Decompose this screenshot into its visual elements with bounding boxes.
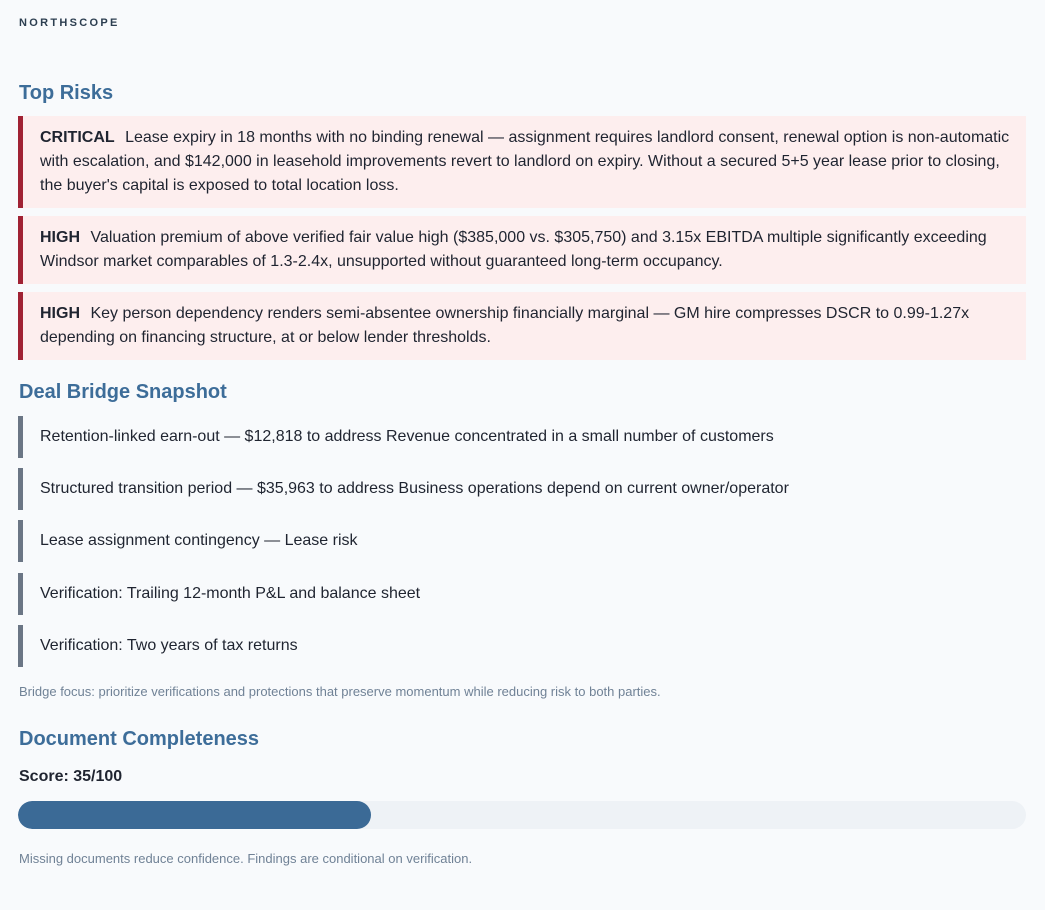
risk-level-badge: HIGH [40,305,80,322]
risk-item-body [40,126,1010,198]
document-completeness-title: Document Completeness [19,728,260,750]
bridge-item: Structured transition period — $35,963 to address Business operations depend on current owner/operator [18,468,1026,510]
completeness-progress-fill [18,801,371,829]
bridge-item: Verification: Trailing 12-month P&L and balance sheet [18,573,1026,615]
top-risks-title: Top Risks [19,82,114,104]
brand-logo: NORTHSCOPE [19,17,120,29]
risk-item-high-key-person [18,292,1026,360]
risk-level-badge: HIGH [40,229,80,246]
bridge-item: Lease assignment contingency — Lease risk [18,520,1026,562]
deal-bridge-title: Deal Bridge Snapshot [19,381,227,403]
risk-level-badge: CRITICAL [40,129,115,146]
completeness-note: Missing documents reduce confidence. Findings are conditional on verification. [19,851,473,866]
bridge-focus-note: Bridge focus: prioritize verifications and protections that preserve momentum while reducing risk to both parties. [19,684,661,699]
risk-item-critical [18,116,1026,208]
risk-item-text: Key person dependency renders semi-absentee ownership financially marginal — GM hire compresses DSCR to 0.99-1.27x depending on financing structure, at or below lender thresholds. [40,305,970,346]
risk-item-body [40,302,1010,350]
completeness-score: Score: 35/100 [19,768,123,785]
risk-item-high-valuation [18,216,1026,284]
bridge-item: Verification: Two years of tax returns [18,625,1026,667]
bridge-item: Retention-linked earn-out — $12,818 to address Revenue concentrated in a small number of customers [18,416,1026,458]
risk-item-text: Valuation premium of above verified fair value high ($385,000 vs. $305,750) and 3.15x EBITDA multiple significantly exceeding Windsor market comparables of 1.3-2.4x, unsupported without guaranteed long-term occupancy. [40,229,987,270]
risk-item-body [40,226,1010,274]
risk-item-text: Lease expiry in 18 months with no binding renewal — assignment requires landlord consent, renewal option is non-automatic with escalation, and $142,000 in leasehold improvements revert to landlord on expiry. Without a secured 5+5 year lease prior to closing, the buyer's capital is exposed to total location loss. [40,129,1010,194]
completeness-progress-track [18,801,1026,829]
